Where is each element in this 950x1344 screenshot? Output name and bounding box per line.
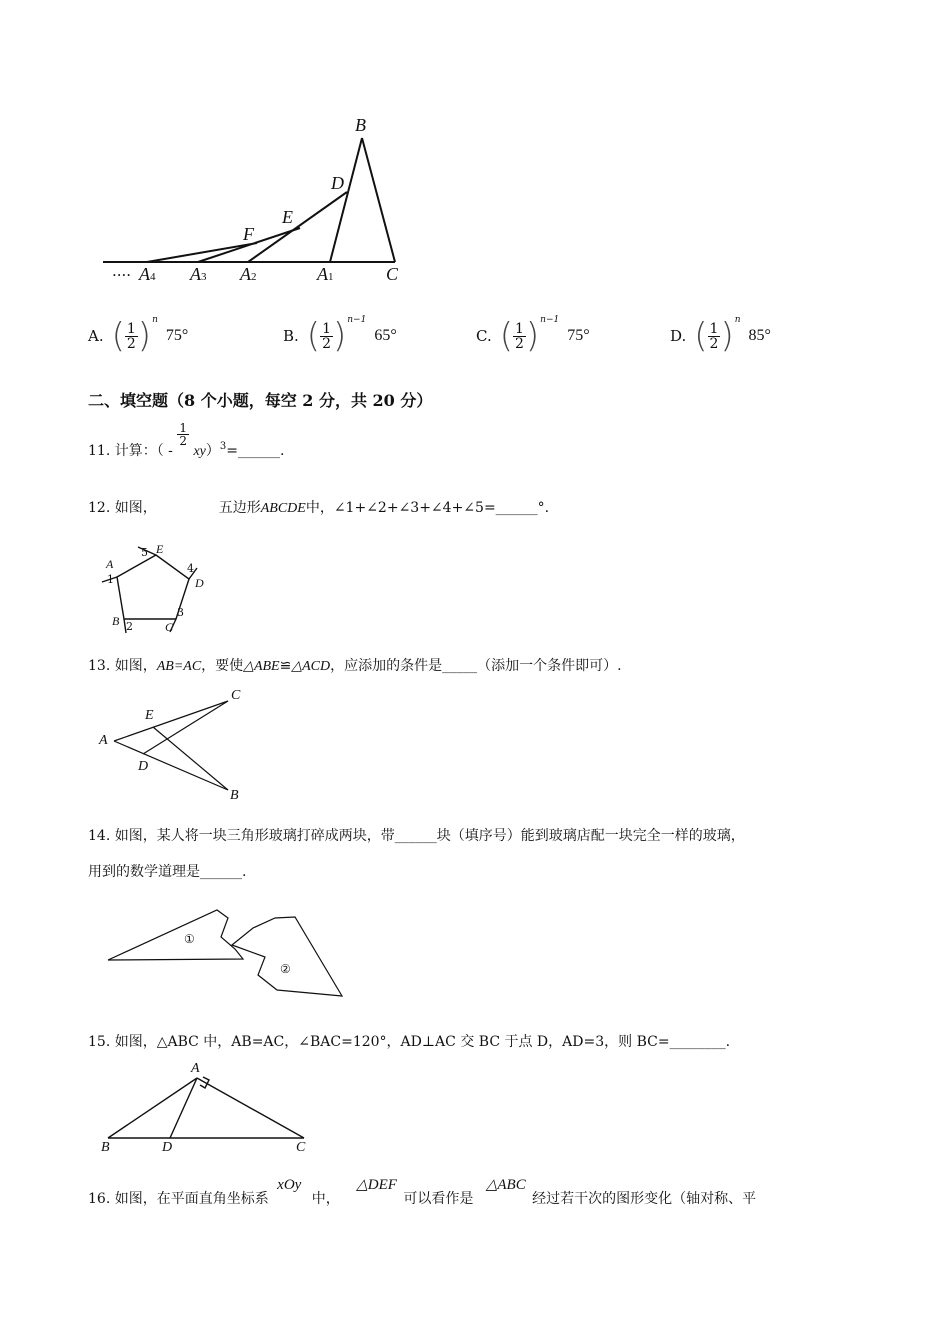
paren-right: ) [525,316,540,356]
label-A4: A4 [139,264,156,284]
paren-right: ) [332,316,347,356]
q12-label-B: B [112,614,120,628]
q12-angle-1: 1 [107,573,114,586]
q15-label-C: C [296,1140,306,1155]
section-title: 二、填空题（8 个小题，每空 2 分，共 20 分） [88,391,433,410]
label-A3: A3 [190,264,207,284]
q12-angle-4: 4 [187,562,194,575]
q11-fraction: $\frac{1}{2}$ [179,421,187,448]
piece-1-label: ① [184,932,195,946]
option-c[interactable]: C. ( $\frac{1}{2}$ ) n−1 75° [476,315,590,356]
paren-left: ( [694,316,708,356]
label-D: D [331,173,344,193]
option-a[interactable]: A. ( $\frac{1}{2}$ ) n 75° [88,315,189,356]
question-16: 16. 如图，在平面直角坐标系 xOy 中， △DEF 可以看作是 △ABC 经过若干次的图形变化（轴对称、平 [88,1177,757,1207]
q15-label-B: B [101,1140,110,1155]
q12-label-A: A [106,557,114,571]
paren-left: ( [111,316,125,356]
label-F: F [243,224,254,244]
q13-label-B: B [230,788,239,803]
q12-label-C: C [165,620,174,634]
q15-label-D: D [162,1140,173,1155]
label-C: C [386,264,399,284]
q13-label-A: A [99,733,108,748]
fraction: $\frac{1}{2}$ [126,320,136,352]
fraction: $\frac{1}{2}$ [514,320,524,352]
paren-left: ( [306,316,321,356]
q13-label-D: D [138,759,149,774]
paren-right: ) [137,316,152,356]
question-12: 12. 如图， 五边形ABCDE中，∠1+∠2+∠3+∠4+∠5=______°. [88,500,550,516]
q12-angle-3: 3 [177,606,184,619]
q12-label-E: E [156,542,164,556]
label-E: E [282,207,293,227]
label-dots: ···· [112,266,132,284]
fraction: $\frac{1}{2}$ [322,320,331,352]
q13-label-C: C [231,688,241,703]
option-b[interactable]: B. ( $\frac{1}{2}$ ) n−1 65° [283,315,397,356]
paren-left: ( [499,316,513,356]
q12-angle-5: 5 [141,546,148,559]
label-B: B [355,115,366,135]
question-11: 11. 计算：（ - $\frac{1}{2}$ $xy)_3=\_\_\_\_\_\_$. [88,421,285,459]
label-A1: A1 [317,264,334,284]
q12-label-D: D [195,576,204,590]
label-A2: A2 [240,264,257,284]
seg-AC [197,1078,304,1138]
paren-right: ) [720,316,734,356]
question-15: 15. 如图，△ABC 中，AB=AC，∠BAC=120°，AD⊥AC 交 BC 于点 D，AD=3，则 BC=________. [88,1034,731,1050]
q12-angle-2: 2 [126,620,133,633]
fraction: $\frac{1}{2}$ [709,320,719,352]
question-13: 13. 如图，AB=AC，要使△ABE≌△ACD，应添加的条件是_____（添加一个条件即可）. [88,658,622,674]
q15-label-A: A [191,1061,200,1076]
q13-label-E: E [145,708,154,723]
option-d[interactable]: D. ( $\frac{1}{2}$ ) n 85° [670,315,771,356]
question-14-line1: 14. 如图，某人将一块三角形玻璃打碎成两块，带______块（填序号）能到玻璃店配一块完全一样的玻璃， [88,828,745,844]
piece-2-label: ② [280,962,291,976]
question-14-line2: 用到的数学道理是______. [88,864,247,880]
